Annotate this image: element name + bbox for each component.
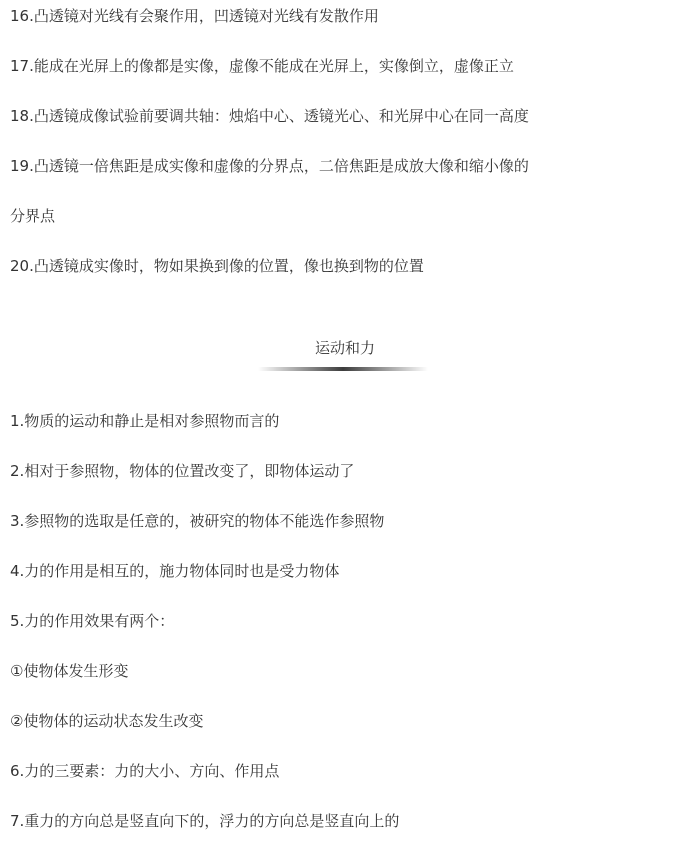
section-heading-motion-and-force: 运动和力 bbox=[314, 339, 375, 357]
section-heading-divider bbox=[258, 367, 428, 371]
motion-item-4: 4.力的作用是相互的，施力物体同时也是受力物体 bbox=[10, 562, 340, 580]
optics-item-18: 18.凸透镜成像试验前要调共轴：烛焰中心、透镜光心、和光屏中心在同一高度 bbox=[10, 107, 529, 125]
motion-item-7: 7.重力的方向总是竖直向下的，浮力的方向总是竖直向上的 bbox=[10, 812, 400, 830]
motion-item-5: 5.力的作用效果有两个： bbox=[10, 612, 175, 630]
optics-item-17: 17.能成在光屏上的像都是实像，虚像不能成在光屏上，实像倒立，虚像正立 bbox=[10, 57, 514, 75]
optics-item-19: 19.凸透镜一倍焦距是成实像和虚像的分界点，二倍焦距是成放大像和缩小像的 bbox=[10, 157, 529, 175]
motion-item-6: 6.力的三要素：力的大小、方向、作用点 bbox=[10, 762, 280, 780]
motion-item-1: 1.物质的运动和静止是相对参照物而言的 bbox=[10, 412, 280, 430]
motion-item-2: 2.相对于参照物，物体的位置改变了，即物体运动了 bbox=[10, 462, 355, 480]
optics-item-16: 16.凸透镜对光线有会聚作用，凹透镜对光线有发散作用 bbox=[10, 7, 379, 25]
optics-item-20: 20.凸透镜成实像时，物如果换到像的位置，像也换到物的位置 bbox=[10, 257, 424, 275]
motion-item-5-sub-2: ②使物体的运动状态发生改变 bbox=[10, 712, 204, 730]
motion-item-5-sub-1: ①使物体发生形变 bbox=[10, 662, 129, 680]
motion-item-3: 3.参照物的选取是任意的，被研究的物体不能选作参照物 bbox=[10, 512, 385, 530]
optics-item-19-continued: 分界点 bbox=[10, 207, 56, 225]
